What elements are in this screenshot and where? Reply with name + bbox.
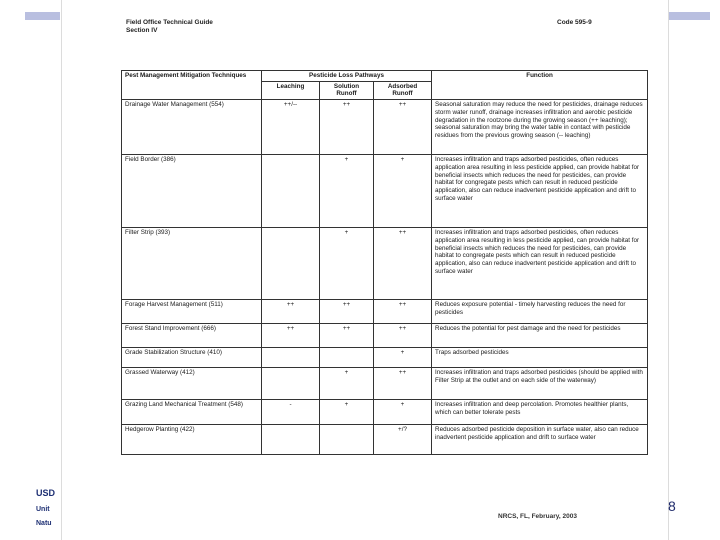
practice-cell: Drainage Water Management (554) [122,100,262,155]
adsorbed-runoff-cell: + [374,348,432,368]
adsorbed-runoff-cell: ++ [374,324,432,348]
function-cell: Increases infiltration and deep percolation. Promotes healthier plants, which can better tolerate pests [432,400,648,425]
logo-line-3: Natu [36,520,52,527]
table-row [122,324,648,348]
practice-cell: Grade Stabilization Structure (410) [122,348,262,368]
section-label: Section IV [126,27,158,34]
table-row [122,425,648,455]
document-header-left [126,19,213,35]
function-cell: Increases infiltration and traps adsorbed pesticides (should be applied with Filter Strip at the outlet and on each side of the waterway) [432,368,648,400]
subcol-solution-runoff: Solution Runoff [320,81,374,99]
adsorbed-runoff-cell: + [374,155,432,228]
practice-cell: Field Border (386) [122,155,262,228]
adsorbed-runoff-cell: ++ [374,300,432,324]
practice-cell: Grassed Waterway (412) [122,368,262,400]
document-page [61,0,669,540]
leaching-cell: ++/-- [262,100,320,155]
title-band-left [25,12,60,20]
table-row [122,300,648,324]
subcol-leaching: Leaching [262,81,320,99]
practice-cell: Hedgerow Planting (422) [122,425,262,455]
leaching-cell [262,155,320,228]
adsorbed-runoff-cell: ++ [374,368,432,400]
leaching-cell: - [262,400,320,425]
solution-runoff-cell [320,348,374,368]
table-row [122,348,648,368]
function-cell: Seasonal saturation may reduce the need for pesticides, drainage reduces storm water runoff, drainage increases infiltration and aerobic pesticide degradation in the rootzone during the growing season (++ leaching); seasonal saturation may bring the water table in contact with pesticide residues from the previous growing season (-- leaching) [432,100,648,155]
function-cell: Reduces adsorbed pesticide deposition in surface water, also can reduce inadvertent pesticide application and drift to surface water [432,425,648,455]
solution-runoff-cell: ++ [320,300,374,324]
adsorbed-runoff-cell: + [374,400,432,425]
function-cell: Reduces exposure potential - timely harvesting reduces the need for pesticides [432,300,648,324]
practice-cell: Forest Stand Improvement (666) [122,324,262,348]
col-pathways-header: Pesticide Loss Pathways [262,71,432,82]
leaching-cell [262,425,320,455]
solution-runoff-cell: ++ [320,324,374,348]
col-practice-header: Pest Management Mitigation Techniques [122,71,262,100]
guide-title: Field Office Technical Guide [126,19,213,26]
pest-management-table [121,70,648,455]
adsorbed-runoff-cell: +/? [374,425,432,455]
logo-line-usda: USD [36,488,56,498]
practice-cell: Grazing Land Mechanical Treatment (548) [122,400,262,425]
col-function-header: Function [432,71,648,100]
table-row [122,100,648,155]
solution-runoff-cell [320,425,374,455]
table-row [122,368,648,400]
solution-runoff-cell: + [320,228,374,300]
function-cell: Increases infiltration and traps adsorbed pesticides, often reduces application area resulting in less pesticide applied, can provide habitat for beneficial insects which reduces the need for pesticides, can provide habitat to congregate pests which can result in reduced pesticide application, also can reduce inadvertent pesticide application and drift to surface water [432,228,648,300]
solution-runoff-cell: ++ [320,100,374,155]
function-cell: Increases infiltration and traps adsorbed pesticides, often reduces application area resulting in less pesticide applied, can provide habitat for beneficial insects which reduces the need for pesticides, can provide habitat for congregate pests which can result in reduced pesticide application, also can reduce inadvertent pesticide application and drift to surface water [432,155,648,228]
practice-cell: Filter Strip (393) [122,228,262,300]
document-footer: NRCS, FL, February, 2003 [498,513,577,520]
function-cell: Reduces the potential for pest damage and the need for pesticides [432,324,648,348]
logo-line-2: Unit [36,506,50,513]
slide-number: 8 [668,498,676,514]
solution-runoff-cell: + [320,400,374,425]
table-row [122,155,648,228]
adsorbed-runoff-cell: ++ [374,228,432,300]
leaching-cell: ++ [262,324,320,348]
leaching-cell [262,228,320,300]
solution-runoff-cell: + [320,155,374,228]
leaching-cell [262,368,320,400]
adsorbed-runoff-cell: ++ [374,100,432,155]
solution-runoff-cell: + [320,368,374,400]
document-code: Code 595-9 [557,19,592,26]
function-cell: Traps adsorbed pesticides [432,348,648,368]
title-band-right [668,12,710,20]
leaching-cell [262,348,320,368]
leaching-cell: ++ [262,300,320,324]
practice-cell: Forage Harvest Management (511) [122,300,262,324]
subcol-adsorbed-runoff: Adsorbed Runoff [374,81,432,99]
table-row [122,228,648,300]
table-row [122,400,648,425]
